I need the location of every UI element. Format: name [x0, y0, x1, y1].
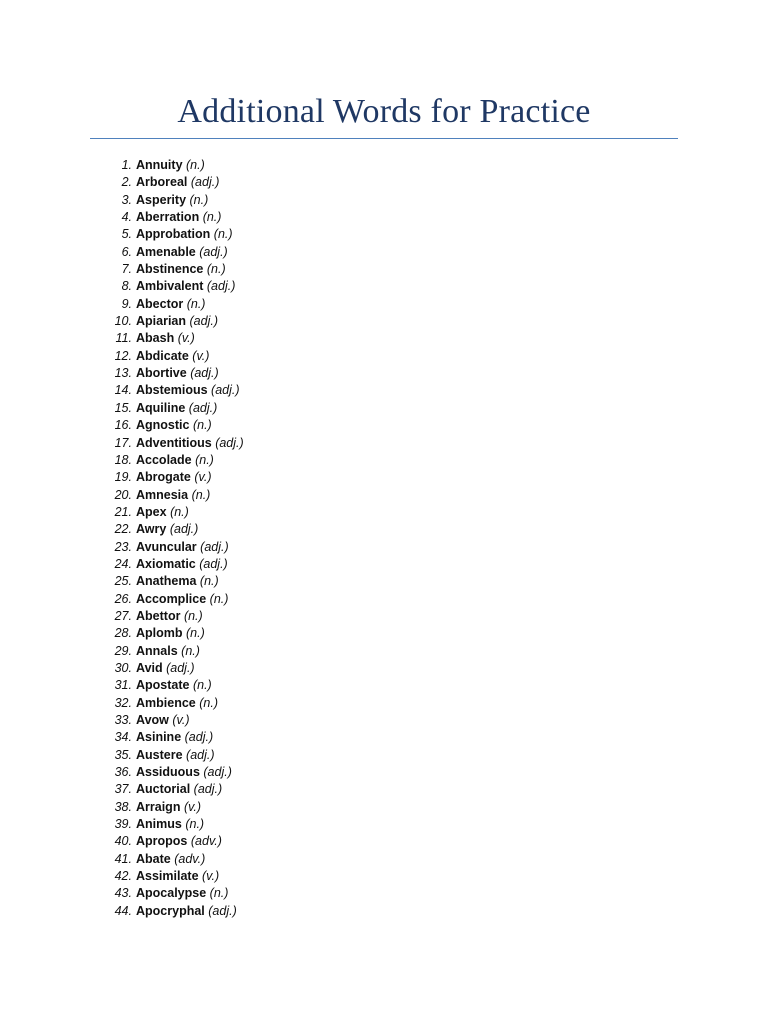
item-part-of-speech: (adj.)	[189, 314, 218, 329]
item-part-of-speech: (adj.)	[193, 782, 223, 797]
item-word: Asinine	[136, 730, 182, 745]
list-item	[100, 435, 244, 452]
item-part-of-speech: (adj.)	[190, 366, 219, 381]
list-item	[100, 192, 244, 209]
item-part-of-speech: (n.)	[186, 158, 205, 172]
list-item	[100, 885, 244, 902]
list-item	[100, 764, 244, 781]
list-item	[100, 747, 244, 764]
item-word: Aquiline	[136, 400, 186, 415]
item-word: Adventitious	[136, 435, 212, 450]
list-item	[100, 487, 244, 504]
list-item	[100, 591, 244, 608]
item-word: Asperity	[136, 192, 187, 207]
item-word: Annals	[136, 643, 178, 658]
item-word: Arraign	[136, 799, 181, 814]
list-item	[100, 348, 244, 365]
item-number: 26.	[114, 591, 132, 606]
item-number: 38.	[114, 799, 132, 814]
list-item	[100, 799, 244, 816]
item-part-of-speech: (n.)	[199, 695, 218, 710]
item-number: 12.	[114, 348, 132, 363]
item-word: Apocryphal	[136, 903, 205, 918]
item-part-of-speech: (adj.)	[211, 383, 240, 398]
item-number: 1.	[121, 158, 132, 172]
item-part-of-speech: (n.)	[191, 487, 211, 502]
item-number: 14.	[114, 383, 132, 398]
list-item	[100, 695, 244, 712]
item-word: Awry	[136, 522, 167, 537]
item-word: Austere	[136, 747, 183, 762]
item-part-of-speech: (adj.)	[206, 279, 236, 294]
item-word: Auctorial	[136, 782, 191, 797]
item-part-of-speech: (adj.)	[200, 539, 229, 554]
item-word: Abector	[136, 296, 184, 311]
item-word: Arboreal	[136, 175, 188, 190]
item-word: Abate	[136, 851, 171, 866]
item-part-of-speech: (adj.)	[199, 556, 228, 571]
item-word: Ambivalent	[136, 279, 204, 294]
item-part-of-speech: (n.)	[202, 210, 222, 225]
item-number: 4.	[121, 210, 132, 225]
list-item	[100, 660, 244, 677]
item-number: 9.	[121, 296, 132, 311]
item-part-of-speech: (n.)	[186, 626, 205, 641]
item-word: Abettor	[136, 608, 181, 623]
item-part-of-speech: (n.)	[192, 678, 212, 693]
item-number: 16.	[114, 418, 132, 433]
item-word: Approbation	[136, 227, 211, 242]
item-part-of-speech: (n.)	[170, 504, 189, 519]
list-item	[100, 157, 244, 174]
item-part-of-speech: (n.)	[209, 591, 229, 606]
item-number: 19.	[114, 470, 132, 485]
list-item	[100, 851, 244, 868]
item-number: 41.	[114, 851, 132, 866]
list-item	[100, 556, 244, 573]
item-part-of-speech: (n.)	[199, 574, 219, 589]
item-word: Abdicate	[136, 348, 189, 363]
item-number: 8.	[121, 279, 132, 294]
item-number: 25.	[114, 574, 132, 589]
item-part-of-speech: (n.)	[206, 262, 226, 277]
item-number: 15.	[114, 400, 132, 415]
item-number: 22.	[114, 522, 132, 537]
item-part-of-speech: (v.)	[202, 869, 220, 884]
item-word: Assimilate	[136, 869, 199, 884]
item-number: 42.	[114, 869, 132, 884]
item-number: 29.	[114, 643, 132, 658]
item-word: Abstinence	[136, 262, 204, 277]
item-word: Aberration	[136, 210, 200, 225]
item-number: 35.	[114, 747, 132, 762]
list-item	[100, 452, 244, 469]
list-item	[100, 573, 244, 590]
item-word: Apostate	[136, 678, 190, 693]
item-number: 32.	[114, 695, 132, 710]
list-item	[100, 539, 244, 556]
item-part-of-speech: (n.)	[192, 418, 212, 433]
item-word: Amenable	[136, 244, 196, 259]
item-number: 36.	[114, 765, 132, 780]
item-number: 37.	[114, 782, 132, 797]
item-number: 23.	[114, 539, 132, 554]
item-part-of-speech: (n.)	[183, 608, 203, 623]
item-number: 31.	[114, 678, 132, 693]
list-item	[100, 903, 244, 920]
item-number: 34.	[114, 730, 132, 745]
item-word: Abash	[136, 331, 175, 346]
list-item	[100, 521, 244, 538]
list-item	[100, 712, 244, 729]
item-part-of-speech: (adj.)	[215, 435, 244, 450]
item-part-of-speech: (adj.)	[169, 522, 199, 537]
item-word: Agnostic	[136, 418, 190, 433]
item-number: 7.	[121, 262, 132, 277]
list-item	[100, 625, 244, 642]
list-item	[100, 174, 244, 191]
item-part-of-speech: (v.)	[177, 331, 195, 346]
item-part-of-speech: (n.)	[209, 886, 229, 901]
list-item	[100, 729, 244, 746]
item-part-of-speech: (v.)	[183, 799, 202, 814]
item-word: Axiomatic	[136, 556, 196, 571]
item-word: Accomplice	[136, 591, 207, 606]
list-item	[100, 365, 244, 382]
list-item	[100, 504, 244, 521]
item-number: 27.	[114, 608, 132, 623]
page-title: Additional Words for Practice	[177, 93, 591, 130]
item-number: 33.	[114, 713, 132, 727]
item-part-of-speech: (n.)	[213, 227, 233, 242]
list-item	[100, 313, 244, 330]
list-item	[100, 244, 244, 261]
title-divider	[90, 138, 678, 139]
list-item	[100, 868, 244, 885]
item-number: 6.	[121, 244, 132, 259]
item-part-of-speech: (adj.)	[190, 175, 220, 190]
item-part-of-speech: (v.)	[172, 713, 190, 727]
item-part-of-speech: (adj.)	[184, 730, 214, 745]
item-word: Abrogate	[136, 470, 191, 485]
item-number: 10.	[114, 314, 132, 329]
list-item	[100, 643, 244, 660]
item-word: Aplomb	[136, 626, 183, 641]
item-part-of-speech: (v.)	[192, 348, 210, 363]
item-number: 3.	[121, 192, 132, 207]
list-item	[100, 833, 244, 850]
item-part-of-speech: (adj.)	[188, 400, 218, 415]
item-word: Abstemious	[136, 383, 208, 398]
item-part-of-speech: (n.)	[181, 643, 200, 658]
list-item	[100, 816, 244, 833]
word-list	[100, 157, 244, 920]
item-number: 28.	[114, 626, 132, 641]
item-word: Avow	[136, 713, 169, 727]
item-part-of-speech: (adj.)	[186, 747, 215, 762]
list-item	[100, 608, 244, 625]
item-number: 2.	[121, 175, 132, 190]
item-word: Abortive	[136, 366, 187, 381]
item-part-of-speech: (n.)	[185, 817, 205, 832]
item-number: 24.	[114, 556, 132, 571]
item-word: Annuity	[136, 158, 183, 172]
item-word: Apocalypse	[136, 886, 207, 901]
list-item	[100, 382, 244, 399]
item-number: 39.	[114, 817, 132, 832]
item-word: Apex	[136, 504, 167, 519]
item-number: 30.	[114, 660, 132, 675]
list-item	[100, 209, 244, 226]
item-number: 20.	[114, 487, 132, 502]
item-part-of-speech: (adj.)	[203, 765, 232, 780]
item-number: 43.	[114, 886, 132, 901]
item-part-of-speech: (v.)	[194, 470, 212, 485]
list-item	[100, 330, 244, 347]
item-part-of-speech: (adj.)	[166, 660, 195, 675]
list-item	[100, 400, 244, 417]
list-item	[100, 261, 244, 278]
item-part-of-speech: (adj.)	[208, 903, 237, 918]
item-word: Accolade	[136, 452, 192, 467]
item-word: Anathema	[136, 574, 197, 589]
list-item	[100, 677, 244, 694]
list-item	[100, 781, 244, 798]
item-number: 21.	[114, 504, 132, 519]
item-word: Avuncular	[136, 539, 197, 554]
item-part-of-speech: (n.)	[195, 452, 214, 467]
item-number: 5.	[121, 227, 132, 242]
item-part-of-speech: (n.)	[189, 192, 209, 207]
item-number: 13.	[114, 366, 132, 381]
item-number: 40.	[114, 834, 132, 849]
item-word: Assiduous	[136, 765, 200, 780]
item-word: Apiarian	[136, 314, 187, 329]
item-word: Apropos	[136, 834, 188, 849]
item-number: 44.	[114, 903, 132, 918]
item-word: Amnesia	[136, 487, 189, 502]
list-item	[100, 469, 244, 486]
item-number: 11.	[115, 331, 132, 346]
item-part-of-speech: (adv.)	[190, 834, 222, 849]
item-part-of-speech: (n.)	[186, 296, 206, 311]
item-word: Avid	[136, 660, 163, 675]
item-number: 17.	[114, 435, 132, 450]
item-word: Animus	[136, 817, 182, 832]
list-item	[100, 296, 244, 313]
item-word: Ambience	[136, 695, 196, 710]
item-part-of-speech: (adv.)	[174, 851, 206, 866]
list-item	[100, 417, 244, 434]
list-item	[100, 278, 244, 295]
item-number: 18.	[114, 452, 132, 467]
item-part-of-speech: (adj.)	[199, 244, 228, 259]
list-item	[100, 226, 244, 243]
